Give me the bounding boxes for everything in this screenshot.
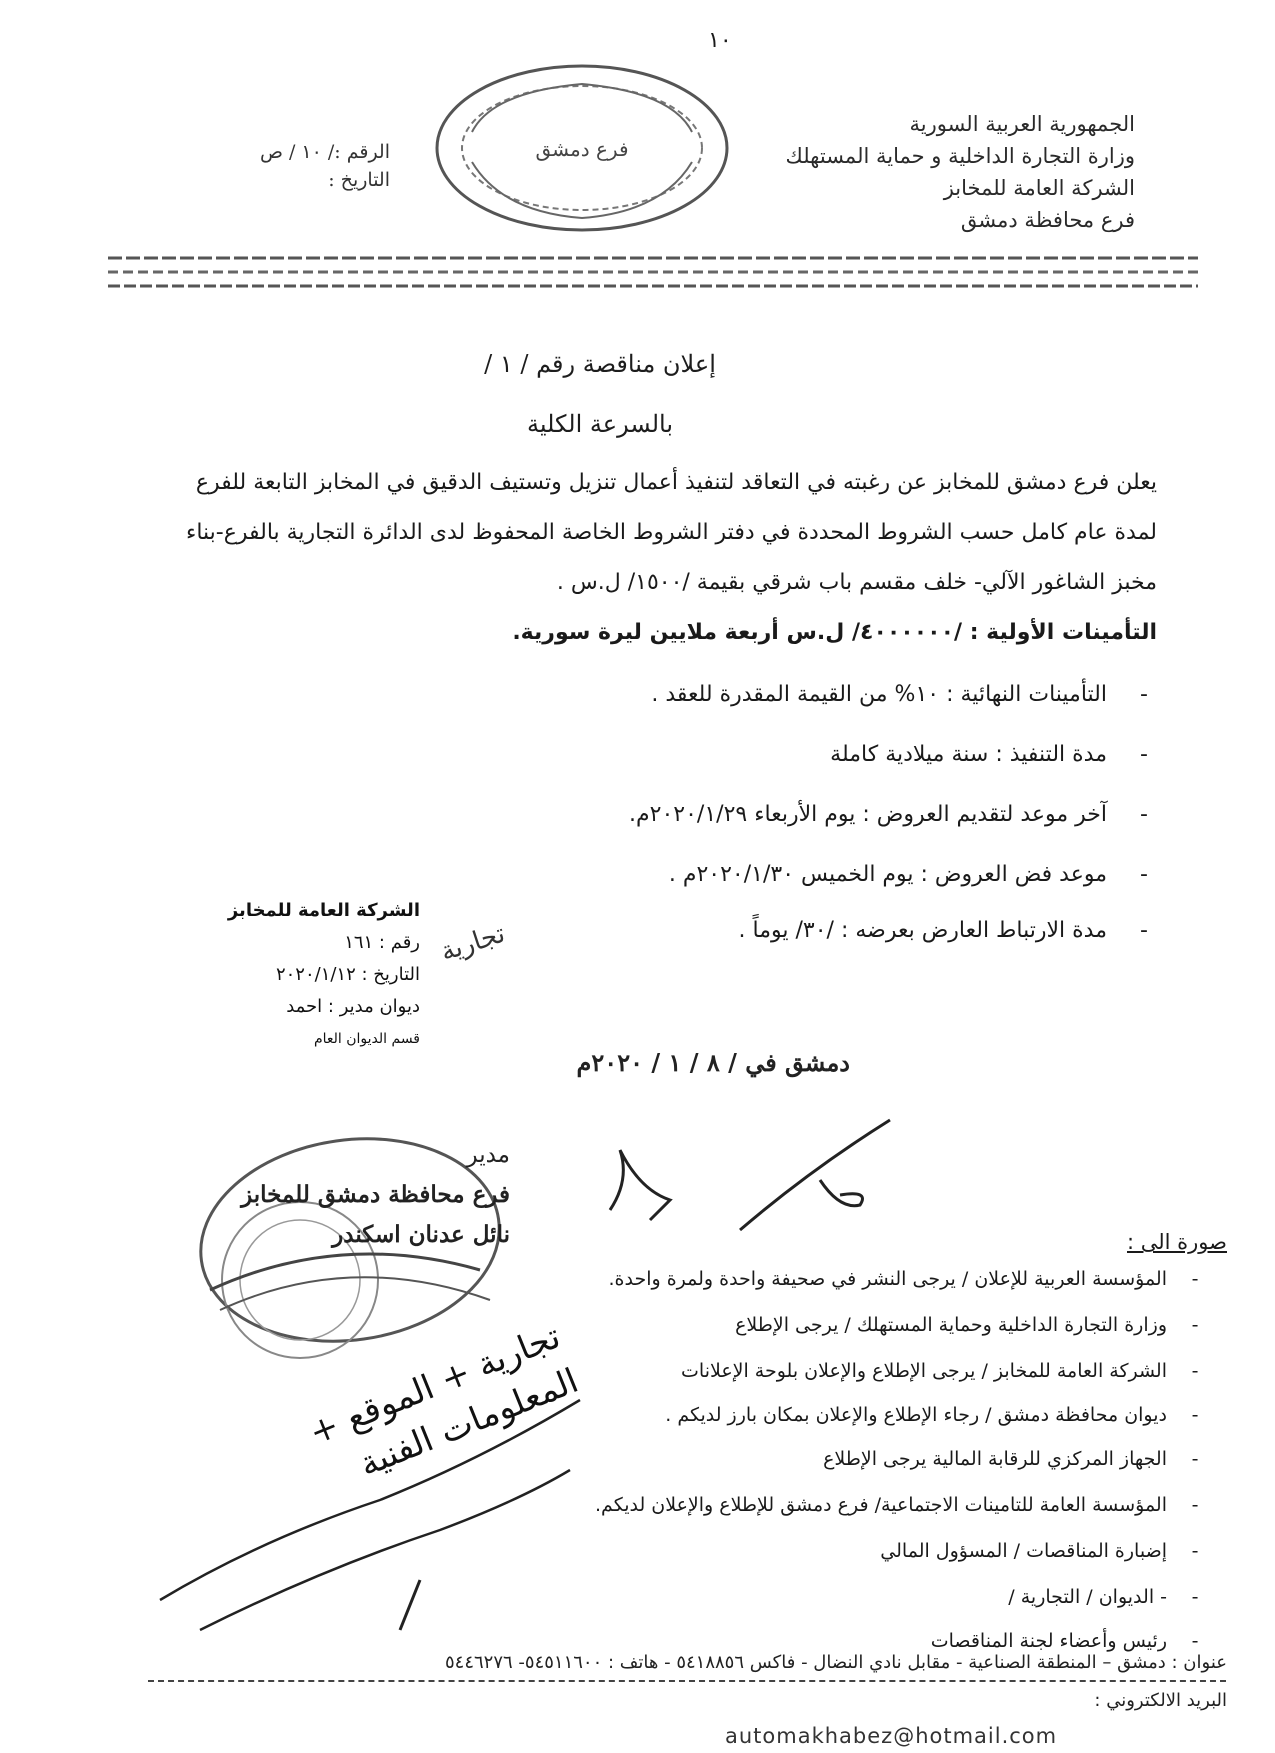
- footer-email: automakhabez@hotmail.com: [725, 1724, 1058, 1748]
- signature-branch: فرع محافظة دمشق للمخابز: [241, 1181, 510, 1208]
- announcement-body: [117, 458, 1157, 658]
- signature-title: مدير: [466, 1142, 510, 1168]
- announcement-title: إعلان مناقصة رقم / ١ /: [484, 350, 716, 378]
- signature-scribbles: [590, 1110, 930, 1240]
- letterhead-company: الشركة العامة للمخابز: [943, 176, 1135, 200]
- received-stamp-office: ديوان مدير : احمد: [286, 996, 420, 1017]
- cc-item: -- الديوان / التجارية /: [1008, 1586, 1199, 1608]
- letterhead-branch: فرع محافظة دمشق: [960, 208, 1135, 232]
- cc-item: -وزارة التجارة الداخلية وحماية المستهلك / يرجى الإطلاع: [735, 1314, 1199, 1336]
- term-item: -آخر موعد لتقديم العروض : يوم الأربعاء ٢٠٢٠/١/٢٩م.: [629, 802, 1148, 827]
- letterhead-ministry: وزارة التجارة الداخلية و حماية المستهلك: [785, 144, 1135, 168]
- body-line-1: يعلن فرع دمشق للمخابز عن رغبته في التعاقد لتنفيذ أعمال تنزيل وتستيف الدقيق في المخابز التابعة للفرع: [195, 470, 1157, 495]
- cc-item: -الشركة العامة للمخابز / يرجى الإطلاع والإعلان بلوحة الإعلانات: [681, 1360, 1199, 1382]
- received-stamp-dept: قسم الديوان العام: [313, 1031, 420, 1047]
- handwritten-distribution-note: تجارية + الموقع + المعلومات الفنية: [303, 1316, 584, 1485]
- cc-item: -رئيس وأعضاء لجنة المناقصات: [930, 1630, 1199, 1652]
- cc-item: -ديوان محافظة دمشق / رجاء الإطلاع والإعلان بمكان بارز لديكم .: [665, 1404, 1199, 1426]
- reference-block: [130, 138, 390, 194]
- received-stamp-date: التاريخ : ٢٠٢٠/١/١٢: [275, 964, 420, 985]
- cc-item: -المؤسسة العربية للإعلان / يرجى النشر في صحيفة واحدة ولمرة واحدة.: [608, 1268, 1199, 1290]
- term-item: -موعد فض العروض : يوم الخميس ٢٠٢٠/١/٣٠م .: [668, 862, 1148, 887]
- cc-item: -إضبارة المناقصات / المسؤول المالي: [880, 1540, 1199, 1562]
- cc-item: -الجهاز المركزي للرقابة المالية يرجى الإطلاع: [823, 1448, 1199, 1470]
- handwriting-strokes: [140, 1380, 600, 1640]
- body-line-4: التأمينات الأولية : /٤٠٠٠٠٠٠/ ل.س أربعة ملايين ليرة سورية.: [512, 620, 1157, 645]
- seal-text: فرع دمشق: [535, 137, 629, 161]
- signature-block: [200, 1135, 510, 1255]
- term-item: -مدة الارتباط العارض بعرضه : /٣٠/ يوماً .: [738, 918, 1148, 943]
- footer-address: عنوان : دمشق – المنطقة الصناعية - مقابل نادي النضال - فاكس ٥٤١٨٨٥٦ - هاتف : ٥٤٥١١٦٠٠- ٥٤٤٦٢٧٦: [445, 1652, 1227, 1673]
- footer-email-label: البريد الالكتروني :: [1094, 1690, 1227, 1711]
- received-stamp-company: الشركة العامة للمخابز: [227, 900, 420, 921]
- reference-number: الرقم :/ ١٠ / ص: [259, 141, 390, 163]
- body-line-2: لمدة عام كامل حسب الشروط المحددة في دفتر الشروط الخاصة المحفوظ لدى الدائرة التجارية بالفرع-بناء: [185, 520, 1157, 545]
- letterhead-country: الجمهورية العربية السورية: [909, 112, 1135, 136]
- footer-divider: [148, 1680, 1226, 1682]
- announcement-subtitle: بالسرعة الكلية: [526, 410, 674, 438]
- copy-to-label: صورة الى :: [1127, 1230, 1227, 1254]
- letterhead: [775, 108, 1135, 236]
- received-stamp-number: رقم : ١٦١: [344, 932, 420, 953]
- top-mark: ١٠: [708, 28, 732, 53]
- reference-date: التاريخ :: [328, 169, 390, 191]
- term-item: -مدة التنفيذ : سنة ميلادية كاملة: [830, 742, 1148, 767]
- received-stamp: [170, 895, 420, 1055]
- term-item: -التأمينات النهائية : ١٠% من القيمة المقدرة للعقد .: [651, 682, 1148, 707]
- body-line-3: مخبز الشاغور الآلي- خلف مقسم باب شرقي بقيمة /١٥٠٠/ ل.س .: [556, 570, 1157, 595]
- header-divider: [108, 250, 1198, 300]
- issue-date: دمشق في / ٨ / ١ / ٢٠٢٠م: [576, 1048, 850, 1077]
- signature-name: نائل عدنان اسكندر: [332, 1221, 510, 1248]
- handwritten-department-note: تجارية: [436, 918, 509, 968]
- branch-seal: [432, 62, 732, 234]
- cc-item: -المؤسسة العامة للتامينات الاجتماعية/ فرع دمشق للإطلاع والإعلان لديكم.: [595, 1494, 1199, 1516]
